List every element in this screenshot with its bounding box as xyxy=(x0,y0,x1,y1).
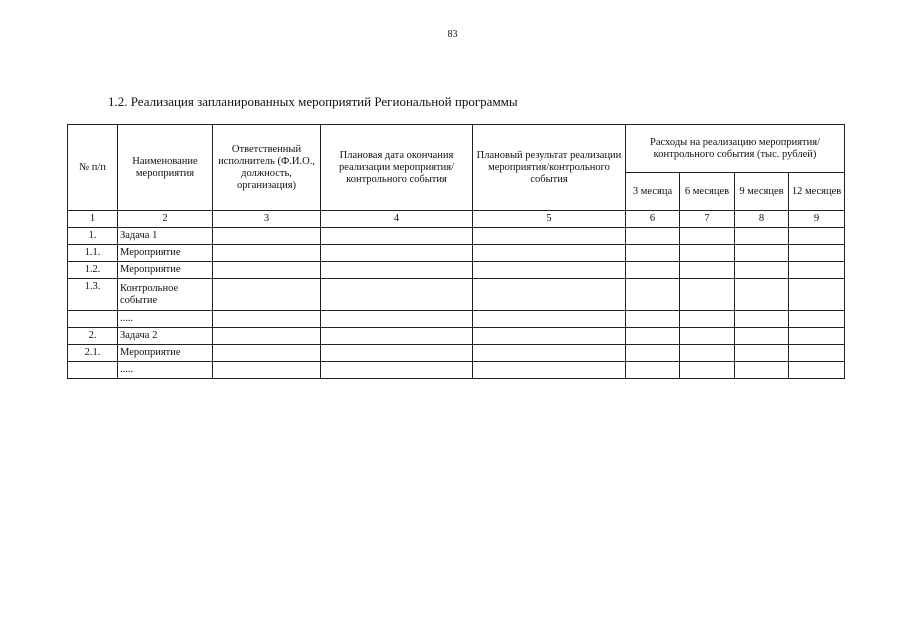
row-name: Задача 1 xyxy=(118,228,213,245)
row-name: ..... xyxy=(118,311,213,328)
column-number: 6 xyxy=(626,211,680,228)
events-table xyxy=(67,124,845,379)
section-title: 1.2. Реализация запланированных мероприятий Региональной программы xyxy=(108,94,518,109)
column-number: 3 xyxy=(213,211,321,228)
header-9-months: 9 месяцев xyxy=(735,173,789,211)
table-row xyxy=(68,245,845,262)
page-number: 83 xyxy=(447,29,458,40)
table-row xyxy=(68,345,845,362)
row-name: Контрольное событие xyxy=(118,279,213,311)
row-name: Задача 2 xyxy=(118,328,213,345)
column-number: 7 xyxy=(680,211,735,228)
header-3-months: 3 месяца xyxy=(626,173,680,211)
column-number: 5 xyxy=(473,211,626,228)
row-num: 1.1. xyxy=(68,245,118,262)
column-number: 8 xyxy=(735,211,789,228)
header-num: № п/п xyxy=(68,125,118,211)
column-number: 9 xyxy=(789,211,845,228)
row-name: Мероприятие xyxy=(118,245,213,262)
row-num xyxy=(68,311,118,328)
header-12-months: 12 месяцев xyxy=(789,173,845,211)
row-num xyxy=(68,362,118,379)
row-num: 1.2. xyxy=(68,262,118,279)
row-num: 1.3. xyxy=(68,279,118,311)
table-row xyxy=(68,262,845,279)
row-name: Мероприятие xyxy=(118,345,213,362)
table-row xyxy=(68,362,845,379)
row-name: Мероприятие xyxy=(118,262,213,279)
header-6-months: 6 месяцев xyxy=(680,173,735,211)
column-number-row xyxy=(68,211,845,228)
row-name: ..... xyxy=(118,362,213,379)
header-responsible: Ответственный исполнитель (Ф.И.О., должность, организация) xyxy=(213,125,321,211)
header-expenses: Расходы на реализацию мероприятия/контрольного события (тыс. рублей) xyxy=(626,125,845,173)
column-number: 2 xyxy=(118,211,213,228)
column-number: 1 xyxy=(68,211,118,228)
table-row xyxy=(68,311,845,328)
table-row xyxy=(68,328,845,345)
row-num: 2. xyxy=(68,328,118,345)
table-row xyxy=(68,228,845,245)
row-num: 1. xyxy=(68,228,118,245)
header-name: Наименование мероприятия xyxy=(118,125,213,211)
column-number: 4 xyxy=(321,211,473,228)
header-plan-date: Плановая дата окончания реализации мероприятия/контрольного события xyxy=(321,125,473,211)
header-plan-result: Плановый результат реализации мероприятия/контрольного события xyxy=(473,125,626,211)
row-num: 2.1. xyxy=(68,345,118,362)
table-row xyxy=(68,279,845,311)
